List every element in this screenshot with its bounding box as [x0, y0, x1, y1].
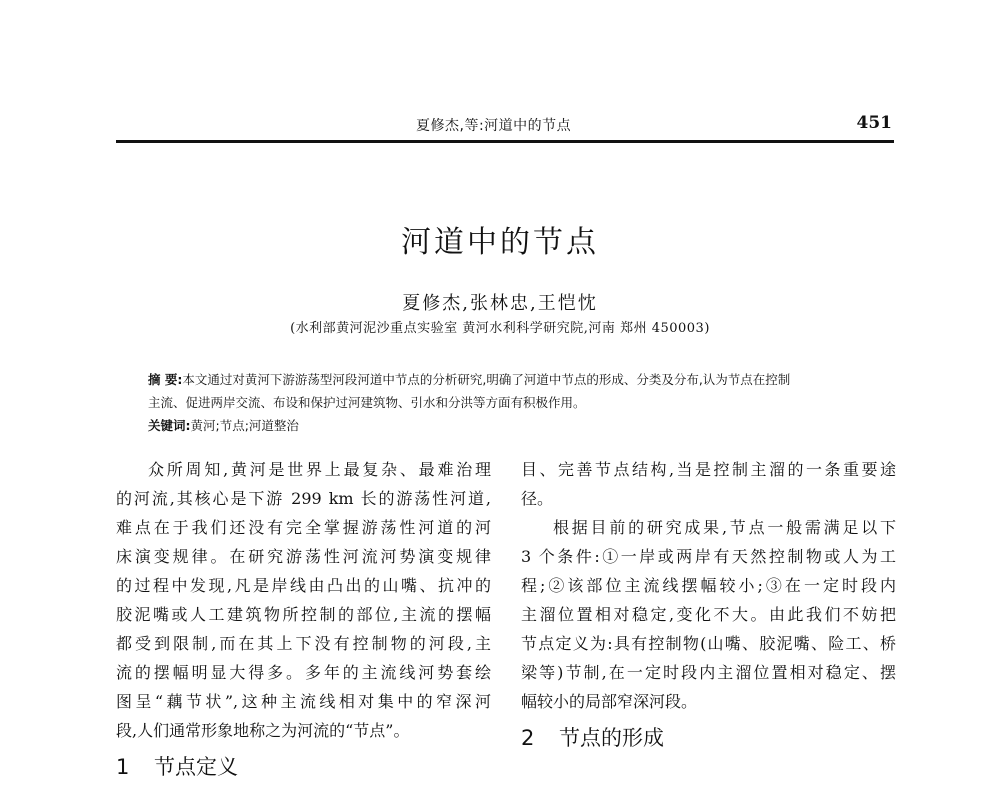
abstract-block [148, 368, 868, 437]
body-line: 图呈“藕节状”,这种主流线相对集中的窄深河 [116, 692, 491, 711]
abstract-text: 本文通过对黄河下游游荡型河段河道中节点的分析研究,明确了河道中节点的形成、分类及分布,认为节点在控制 [182, 372, 791, 387]
authors: 夏修杰,张林忠,王恺忱 [402, 293, 598, 314]
body-line: 3 个条件:①一岸或两岸有天然控制物或人为工 [521, 547, 896, 566]
body-line: 的河流,其核心是下游 299 km 长的游荡性河道, [116, 489, 491, 508]
page-number: 451 [856, 113, 892, 133]
abstract-label: 摘 要: [148, 372, 183, 387]
body-line: 流的摆幅明显大得多。多年的主流线河势套绘 [116, 663, 491, 682]
left-column [116, 455, 491, 787]
abstract-line [148, 368, 868, 391]
right-column [521, 455, 896, 758]
body-line: 主溜位置相对稳定,变化不大。由此我们不妨把 [521, 605, 896, 624]
body-line: 段,人们通常形象地称之为河流的“节点”。 [116, 721, 410, 740]
affiliation: (水利部黄河泥沙重点实验室 黄河水利科学研究院,河南 郑州 450003) [290, 321, 710, 336]
keywords-text: 黄河;节点;河道整治 [190, 418, 299, 433]
body-line: 节点定义为:具有控制物(山嘴、胶泥嘴、险工、桥 [521, 634, 896, 653]
section-title: 节点的形成 [559, 726, 664, 750]
body-line: 梁等)节制,在一定时段内主溜位置相对稳定、摆 [521, 663, 896, 682]
body-line: 胶泥嘴或人工建筑物所控制的部位,主流的摆幅 [116, 605, 491, 624]
keywords-line [148, 414, 868, 437]
paper-title: 河道中的节点 [401, 225, 599, 260]
body-line: 众所周知,黄河是世界上最复杂、最难治理 [148, 460, 491, 479]
body-line: 径。 [521, 489, 554, 508]
body-line: 都受到限制,而在其上下没有控制物的河段,主 [116, 634, 491, 653]
body-line: 目、完善节点结构,当是控制主溜的一条重要途 [521, 460, 896, 479]
body-line: 难点在于我们还没有完全掌握游荡性河道的河 [116, 518, 491, 537]
section-number: 1 [116, 755, 130, 779]
running-title: 夏修杰,等:河道中的节点 [416, 118, 572, 134]
running-header [116, 113, 894, 137]
body-line: 床演变规律。在研究游荡性河流河势演变规律 [116, 547, 491, 566]
header-rule [116, 140, 894, 143]
body-line: 的过程中发现,凡是岸线由凸出的山嘴、抗冲的 [116, 576, 491, 595]
abstract-line: 主流、促进两岸交流、布设和保护过河建筑物、引水和分洪等方面有积极作用。 [148, 395, 586, 410]
section-title: 节点定义 [154, 755, 238, 779]
section-number: 2 [521, 726, 535, 750]
section-2-heading [521, 718, 896, 758]
body-line: 程;②该部位主流线摆幅较小;③在一定时段内 [521, 576, 896, 595]
body-line: 根据目前的研究成果,节点一般需满足以下 [553, 518, 896, 537]
section-1-heading [116, 747, 491, 787]
body-line: 幅较小的局部窄深河段。 [521, 692, 698, 711]
keywords-label: 关键词: [148, 418, 191, 433]
